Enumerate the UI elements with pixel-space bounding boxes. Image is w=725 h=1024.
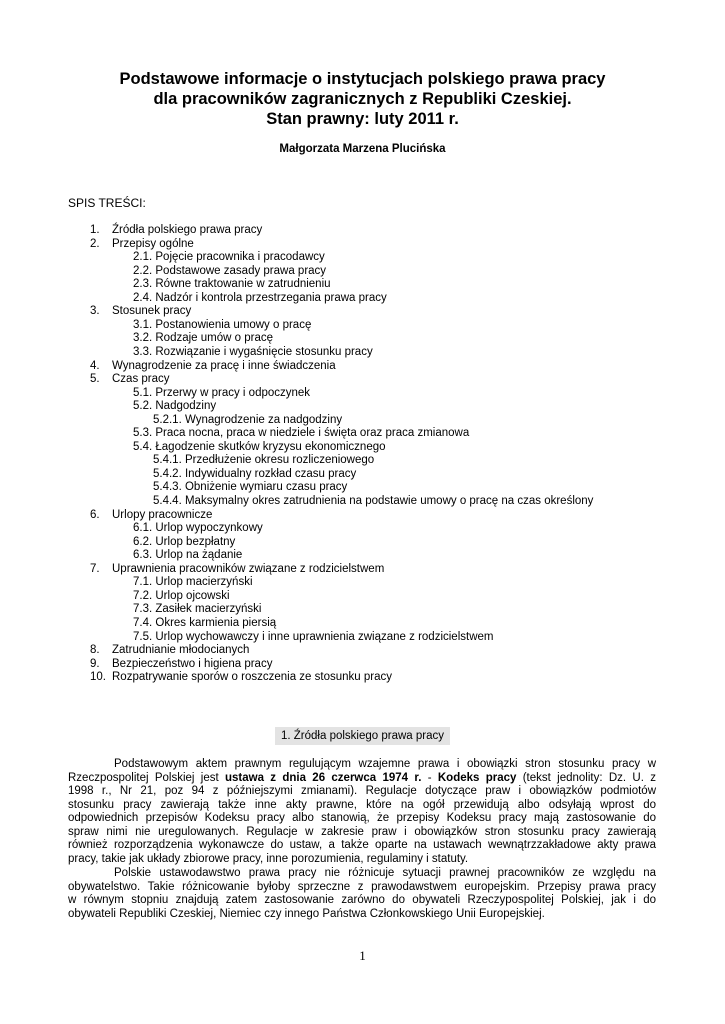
toc-item xyxy=(133,251,325,265)
toc-heading: SPIS TREŚCI: xyxy=(68,196,146,210)
toc-item-label: 5.4.4. Maksymalny okres zatrudnienia na podstawie umowy o pracę na czas określony xyxy=(153,495,594,507)
toc-item-label: 5.2.1. Wynagrodzenie za nadgodziny xyxy=(153,413,343,426)
toc-item-label: 5.2. Nadgodziny xyxy=(133,400,217,413)
author-name: Małgorzata Marzena Plucińska xyxy=(279,143,446,155)
toc-item xyxy=(133,590,230,604)
paragraph-line: również rozporządzenia wykonawcze do ustaw, a także oparte na ustawach wewnątrzzakładowe akty prawa xyxy=(68,839,656,851)
toc-item xyxy=(90,224,263,238)
toc-item-number: 7. xyxy=(90,562,100,575)
paragraph-line: 1998 r., Nr 21, poz 94 z późniejszymi zmianami). Regulacje dotyczące praw i obowiązków podmiotów xyxy=(68,785,656,797)
toc-item xyxy=(133,332,273,346)
paragraph-line: Polskie ustawodawstwo prawa pracy nie różnicuje sytuacji prawnej pracowników ze względu na xyxy=(114,867,656,879)
title-line-1: Podstawowe informacje o instytucjach polskiego prawa pracy xyxy=(119,70,606,88)
toc-item xyxy=(153,481,347,495)
toc-item-number: 1. xyxy=(90,224,100,236)
toc-item xyxy=(133,400,216,414)
paragraph-line: stosunku pracy zawierają także inne akty prawne, które na ogół przewidują albo odsyłają wprost do xyxy=(68,798,656,811)
paragraph-line: spraw nimi nie uregulowanych. Regulacje w zakresie praw i obowiązków stron stosunku pracy zawierają xyxy=(68,825,656,838)
title-line-3: Stan prawny: luty 2011 r. xyxy=(266,110,459,128)
toc-item xyxy=(133,427,469,441)
paragraph-line: pracy, takie jak układy zbiorowe pracy, inne porozumienia, regulaminy i statuty. xyxy=(68,852,469,865)
paragraph-2 xyxy=(68,867,656,921)
toc-item xyxy=(90,671,392,685)
toc-item xyxy=(133,631,494,645)
toc-item-label: Wynagrodzenie za pracę i inne świadczenia xyxy=(112,359,336,372)
toc-item-label: Zatrudnianie młodocianych xyxy=(112,644,250,657)
toc-item-label: Źródła polskiego prawa pracy xyxy=(112,224,263,236)
toc-item-label: 3.2. Rodzaje umów o pracę xyxy=(133,332,273,345)
toc-item xyxy=(133,536,235,550)
toc-item xyxy=(133,549,242,563)
toc-item-label: Stosunek pracy xyxy=(112,305,192,318)
toc-item-label: 5.4.2. Indywidualny rozkład czasu pracy xyxy=(153,467,357,480)
paragraph-line: obywateli Republiki Czeskiej, Niemiec czy innego Państwa Członkowskiego Unii Europejskiej. xyxy=(68,907,545,920)
toc-item-number: 9. xyxy=(90,657,100,670)
toc-item-label: 7.3. Zasiłek macierzyński xyxy=(133,603,262,616)
toc-item xyxy=(133,522,263,536)
toc-item xyxy=(153,495,593,509)
toc-item xyxy=(90,657,273,672)
toc-item-number: 5. xyxy=(90,373,100,386)
toc-item-label: 5.4. Łagodzenie skutków kryzysu ekonomicznego xyxy=(133,440,386,453)
toc-item-label: Czas pracy xyxy=(112,373,170,386)
toc-item-number: 6. xyxy=(90,508,100,521)
toc-item-label: 7.1. Urlop macierzyński xyxy=(133,576,253,589)
toc-item-label: 7.4. Okres karmienia piersią xyxy=(133,616,277,629)
toc-item-label: 6.3. Urlop na żądanie xyxy=(133,549,243,562)
toc-item xyxy=(133,441,386,455)
toc-item-label: 7.2. Urlop ojcowski xyxy=(133,589,230,602)
toc-item xyxy=(153,468,356,482)
toc-item-label: 5.4.3. Obniżenie wymiaru czasu pracy xyxy=(153,481,348,494)
toc-item-label: Bezpieczeństwo i higiena pracy xyxy=(112,657,273,670)
toc-item-label: 6.2. Urlop bezpłatny xyxy=(133,535,236,548)
toc-item xyxy=(90,562,385,577)
toc-item-label: Urlopy pracownicze xyxy=(112,508,213,521)
toc-item xyxy=(133,346,373,360)
toc-item xyxy=(133,603,261,617)
toc-item-number: 3. xyxy=(90,305,100,318)
section-heading: 1. Źródła polskiego prawa pracy xyxy=(275,727,450,745)
toc-item xyxy=(90,359,336,374)
toc-item-label: 3.3. Rozwiązanie i wygaśnięcie stosunku pracy xyxy=(133,345,373,358)
toc-item xyxy=(90,373,170,387)
toc-item-label: 2.4. Nadzór i kontrola przestrzegania prawa pracy xyxy=(133,291,387,304)
toc-item-label: 2.3. Równe traktowanie w zatrudnieniu xyxy=(133,278,331,291)
toc-item xyxy=(153,454,374,468)
toc-item-number: 8. xyxy=(90,644,100,657)
paragraph-line: obywatelstwo. Takie różnicowanie byłoby sprzeczne z prawodawstwem europejskim. Przepisy prawa pracy xyxy=(68,880,656,893)
toc-item-number: 10. xyxy=(90,671,106,684)
paragraph-line: w równym stopniu znajdują zatem zastosowanie zarówno do obywateli Rzeczypospolitej Polskiej, jak i do xyxy=(68,894,656,906)
toc-item-label: Przepisy ogólne xyxy=(112,237,194,250)
page-number: 1 xyxy=(359,948,366,963)
toc-item xyxy=(133,292,387,306)
toc-item xyxy=(90,237,194,252)
paragraph-1 xyxy=(68,758,656,866)
toc-item-label: Rozpatrywanie sporów o roszczenia ze stosunku pracy xyxy=(112,671,392,684)
toc-item xyxy=(133,617,276,631)
toc-item-label: 2.2. Podstawowe zasady prawa pracy xyxy=(133,264,327,277)
toc-item xyxy=(133,265,326,279)
toc-item xyxy=(90,305,192,319)
toc-item-label: Uprawnienia pracowników związane z rodzicielstwem xyxy=(112,562,385,575)
toc-item xyxy=(133,576,253,590)
toc-item xyxy=(90,644,250,658)
toc-item-label: 2.1. Pojęcie pracownika i pracodawcy xyxy=(133,251,325,264)
title-line-2: dla pracowników zagranicznych z Republiki Czeskiej. xyxy=(153,90,572,108)
toc-item-label: 5.3. Praca nocna, praca w niedziele i święta oraz praca zmianowa xyxy=(133,427,470,440)
paragraph-line: Podstawowym aktem prawnym regulującym wzajemne prawa i obowiązki stron stosunku pracy w xyxy=(114,758,656,770)
toc-item-label: 5.4.1. Przedłużenie okresu rozliczeniowego xyxy=(153,454,375,467)
toc-item xyxy=(133,319,311,333)
toc-item xyxy=(133,278,331,292)
toc-item-label: 3.1. Postanowienia umowy o pracę xyxy=(133,318,312,331)
toc-item-label: 5.1. Przerwy w pracy i odpoczynek xyxy=(133,386,311,399)
paragraph-line: odpowiednich przepisów Kodeksu pracy albo stanowią, że przepisy Kodeksu pracy mają zastosowanie do xyxy=(68,812,656,824)
toc-item-number: 4. xyxy=(90,359,100,372)
toc-item-number: 2. xyxy=(90,237,100,250)
paragraph-line: Rzeczpospolitej Polskiej jest ustawa z dnia 26 czerwca 1974 r. - Kodeks pracy (tekst jednolity: Dz. U. z xyxy=(68,771,656,784)
toc-item-label: 6.1. Urlop wypoczynkowy xyxy=(133,522,263,535)
toc-item xyxy=(90,508,213,523)
toc-item xyxy=(133,387,310,401)
toc-item-label: 7.5. Urlop wychowawczy i inne uprawnienia związane z rodzicielstwem xyxy=(133,630,494,643)
toc-item xyxy=(153,414,342,428)
